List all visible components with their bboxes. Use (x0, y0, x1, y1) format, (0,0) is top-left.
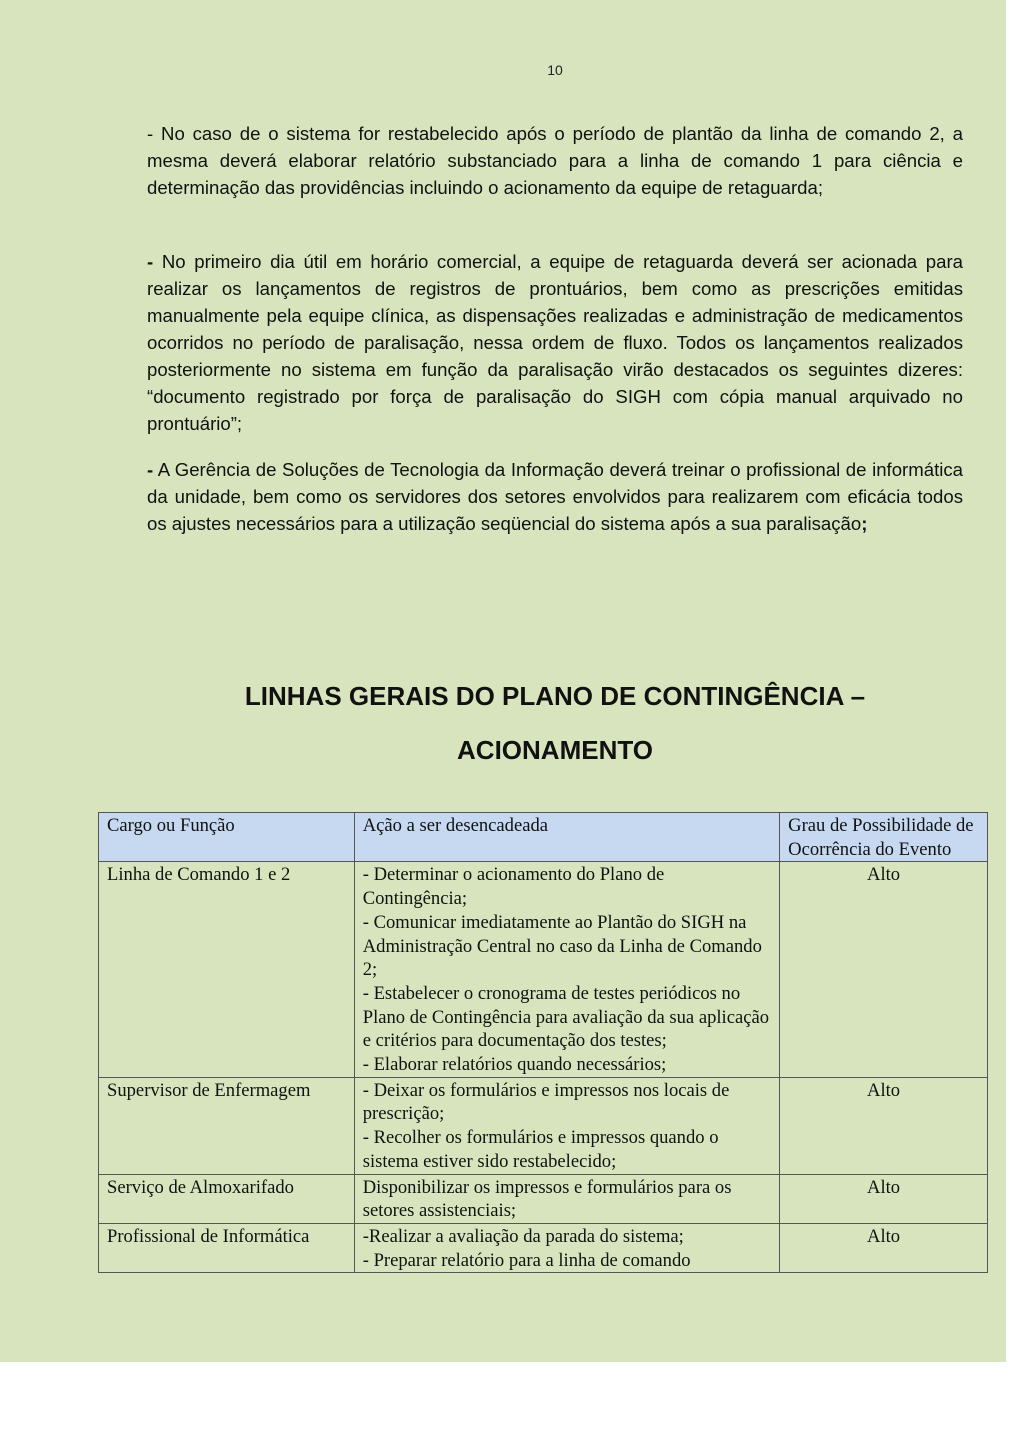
paragraph-primeiro-dia-util (147, 248, 963, 437)
table-row (99, 1223, 988, 1272)
section-heading-line1: LINHAS GERAIS DO PLANO DE CONTINGÊNCIA – (244, 681, 866, 711)
cell-acao (354, 1174, 779, 1223)
acao-item: - Determinar o acionamento do Plano de Contingência; (362, 864, 665, 910)
paragraph-text: A Gerência de Soluções de Tecnologia da Informação deverá treinar o profissional de informática da unidade, bem como os servidores dos setores envolvidos para realizarem com eficácia todos os ajustes necessários para a utilização seqüencial do sistema após a sua paralisação (147, 459, 963, 534)
acao-item: - Preparar relatório para a linha de comando (362, 1249, 691, 1271)
table-row (99, 862, 988, 1077)
cell-grau: Alto (780, 1174, 988, 1223)
acao-item: - Recolher os formulários e impressos quando o sistema estiver sido restabelecido; (362, 1127, 719, 1172)
cell-cargo: Serviço de Almoxarifado (99, 1174, 355, 1223)
acao-item: - Estabelecer o cronograma de testes periódicos no Plano de Contingência para avaliação da sua aplicação e critérios para documentação dos testes; (362, 982, 770, 1052)
acao-item: -Realizar a avaliação da parada do sistema; (362, 1225, 684, 1247)
table-row (99, 1174, 988, 1223)
section-heading-line2: ACIONAMENTO (457, 735, 653, 765)
paragraph-lead-dash: - (147, 251, 154, 272)
header-grau: Grau de Possibilidade de Ocorrência do Evento (780, 813, 988, 862)
acao-item: - Deixar os formulários e impressos nos locais de prescrição; (362, 1079, 730, 1125)
header-cargo: Cargo ou Função (99, 813, 355, 862)
page-number: 10 (547, 62, 563, 78)
paragraph-text: - No caso de o sistema for restabelecido após o período de plantão da linha de comando 2, a mesma deverá elaborar relatório substanciado para a linha de comando 1 para ciência e determinação das providências incluindo o acionamento da equipe de retaguarda; (147, 123, 963, 198)
cell-acao (354, 862, 779, 1077)
acao-item: Disponibilizar os impressos e formulários para os setores assistenciais; (362, 1176, 732, 1222)
paragraph-lead-dash: - (147, 459, 154, 480)
paragraph-gerencia-treinamento (147, 456, 963, 537)
cell-cargo: Profissional de Informática (99, 1223, 355, 1272)
paragraph-text: No primeiro dia útil em horário comercial, a equipe de retaguarda deverá ser acionada para realizar os lançamentos de registros de prontuários, bem como as prescrições emitidas manualmente pela equipe clínica, as dispensações realizadas e administração de medicamentos ocorridos no período de paralisação, nessa ordem de fluxo. Todos os lançamentos realizados posteriormente no sistema em função da paralisação virão destacados os seguintes dizeres: “documento registrado por força de paralisação do SIGH com cópia manual arquivado no prontuário”; (147, 251, 963, 434)
cell-grau: Alto (780, 862, 988, 1077)
paragraph-trail-semicolon: ; (861, 513, 868, 534)
header-acao: Ação a ser desencadeada (354, 813, 779, 862)
contingency-table (98, 812, 988, 1273)
cell-cargo: Supervisor de Enfermagem (99, 1077, 355, 1174)
cell-cargo: Linha de Comando 1 e 2 (99, 862, 355, 1077)
cell-acao (354, 1223, 779, 1272)
cell-grau: Alto (780, 1223, 988, 1272)
paragraph-restabelecimento (147, 120, 963, 201)
cell-acao (354, 1077, 779, 1174)
cell-grau: Alto (780, 1077, 988, 1174)
table-header-row (99, 813, 988, 862)
table-row (99, 1077, 988, 1174)
acao-item: - Elaborar relatórios quando necessários; (362, 1054, 667, 1076)
acao-item: - Comunicar imediatamente ao Plantão do SIGH na Administração Central no caso da Linha de Comando 2; (362, 911, 762, 981)
